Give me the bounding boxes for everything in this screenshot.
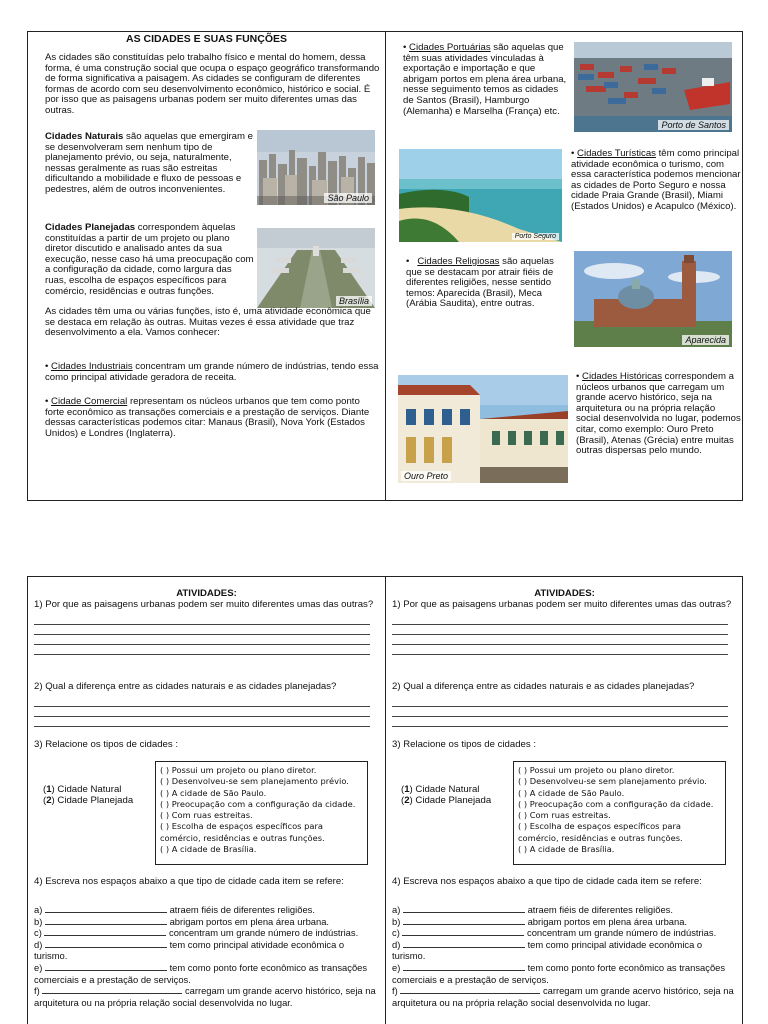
- brasilia-caption: Brasília: [336, 296, 372, 306]
- question-1: [392, 600, 737, 655]
- ouro-preto-photo: [398, 375, 568, 483]
- text-sheet: [27, 31, 743, 501]
- fill-row-c: c) concentram um grande número de indústrias.: [392, 927, 717, 939]
- fill-list: [392, 904, 737, 1008]
- activities-title: ATIVIDADES:: [176, 588, 237, 599]
- planejadas-text: correspondem àquelas constituídas a partir de um projeto ou plano diretor discutido e analisado antes da sua execução, nesse caso há uma preocupação com a configuração da cidade, como largura das ruas, escolha de espaços específicos para comércio, residências e outras funções.: [45, 222, 254, 297]
- answer-lines-2[interactable]: [34, 697, 370, 727]
- portuarias-term: Cidades Portuárias: [409, 42, 491, 53]
- fill-blank[interactable]: [402, 927, 524, 936]
- match-item[interactable]: ( ) Com ruas estreitas.: [518, 810, 611, 821]
- match-item-cont: comércio, residências e outras funções.: [160, 832, 325, 843]
- match-item[interactable]: ( ) A cidade de São Paulo.: [518, 787, 625, 798]
- naturais-term: Cidades Naturais: [45, 131, 124, 142]
- santos-caption: Porto de Santos: [658, 120, 729, 130]
- fill-row-e-cont: comerciais e a prestação de serviços.: [34, 973, 191, 985]
- answer-lines-1[interactable]: [392, 615, 728, 655]
- match-item[interactable]: ( ) A cidade de Brasília.: [160, 844, 257, 855]
- fill-blank[interactable]: [403, 904, 525, 913]
- question-4-text: 4) Escreva nos espaços abaixo a que tipo de cidade cada item se refere:: [34, 876, 344, 887]
- fill-row-a: a) atraem fiéis de diferentes religiões.: [34, 904, 315, 915]
- right-column: [386, 32, 743, 500]
- question-2: [34, 682, 379, 727]
- planejadas-paragraph: [45, 223, 255, 297]
- historicas-paragraph: • Cidades Históricas correspondem a núcleos urbanos que carregam um grande acervo histórico, seja na arquitetura ou na própria relação social desenvolvida no lugar, podemos citar, como exemplo: Ouro Preto (Brasil), Atenas (Grécia) entre muitas outras dispersas pelo mundo.: [576, 371, 741, 457]
- question-1-text: 1) Por que as paisagens urbanas podem ser muito diferentes umas das outras?: [34, 599, 374, 610]
- option-1: (1) Cidade Natural: [43, 784, 122, 795]
- activities-left: [28, 577, 385, 1024]
- religiosas-paragraph: • Cidades Religiosas são aquelas que se destacam por atrair fiéis de diferentes religiões, nesse sentido temos: Aparecida (Brasil), Meca (Arábia Saudita), entre outras.: [406, 256, 554, 310]
- question-4: [392, 877, 737, 888]
- question-3-text: 3) Relacione os tipos de cidades :: [34, 739, 178, 750]
- porto-seguro-photo: [399, 149, 562, 242]
- match-item[interactable]: ( ) Desenvolveu-se sem planejamento prévio.: [518, 776, 707, 787]
- industriais-paragraph: • Cidades Industriais concentram um grande número de indústrias, tendo essa como principal atividade geradora de receita.: [45, 361, 379, 383]
- matching-box: [155, 761, 368, 865]
- question-1: [34, 600, 379, 655]
- question-4-text: 4) Escreva nos espaços abaixo a que tipo de cidade cada item se refere:: [392, 876, 702, 887]
- option-1: (1) Cidade Natural: [401, 784, 480, 795]
- fill-blank[interactable]: [403, 916, 525, 925]
- activities-sheet: [27, 576, 743, 1024]
- fill-row-d: d) tem como principal atividade econômica o: [392, 938, 703, 950]
- match-item[interactable]: ( ) A cidade de São Paulo.: [160, 787, 267, 798]
- santos-port-photo: [574, 42, 732, 132]
- industriais-term: Cidades Industriais: [51, 361, 133, 372]
- fill-row-f: f) carregam um grande acervo histórico, seja na: [34, 985, 376, 997]
- ouro-preto-caption: Ouro Preto: [401, 471, 451, 481]
- option-2: (2) Cidade Planejada: [401, 795, 492, 806]
- fill-row-f: f) carregam um grande acervo histórico, seja na: [392, 985, 734, 997]
- industriais-text: concentram um grande número de indústrias, tendo essa como principal atividade geradora de receita.: [45, 361, 379, 383]
- beach-illustration: [399, 149, 562, 242]
- historicas-term: Cidades Históricas: [582, 371, 663, 382]
- fill-row-d-cont: turismo.: [34, 950, 68, 962]
- fill-blank[interactable]: [45, 939, 167, 948]
- match-item[interactable]: ( ) Desenvolveu-se sem planejamento prévio.: [160, 776, 349, 787]
- fill-blank[interactable]: [45, 916, 167, 925]
- match-item[interactable]: ( ) Possui um projeto ou plano diretor.: [160, 765, 317, 775]
- naturais-paragraph: [45, 132, 255, 196]
- fill-list: [34, 904, 379, 1008]
- option-2: (2) Cidade Planejada: [43, 795, 134, 806]
- comercial-term: Cidade Comercial: [51, 396, 128, 407]
- portuarias-paragraph: • Cidades Portuárias são aquelas que têm suas atividades vinculadas à exportação e importação e que abrigam portos em plena área urbana, nesse seguimento temos as cidades de Santos (Brasil), Hamburgo (Alemanha) e Marselha (França) etc.: [403, 42, 567, 117]
- fill-row-e: e) tem como ponto forte econômico as transações: [392, 961, 726, 973]
- answer-lines-1[interactable]: [34, 615, 370, 655]
- brasilia-photo: [257, 228, 375, 308]
- fill-row-a: a) atraem fiéis de diferentes religiões.: [392, 904, 673, 915]
- match-item[interactable]: ( ) Escolha de espaços específicos para: [518, 821, 681, 832]
- planejadas-term: Cidades Planejadas: [45, 222, 136, 233]
- answer-lines-2[interactable]: [392, 697, 728, 727]
- sao-paulo-photo: [257, 130, 375, 205]
- portuarias-text: são aquelas que têm suas atividades vinculadas à exportação e importação e que abrigam portos em plena área urbana, nesse seguimento temos as cidades de Santos (Brasil), Hamburgo (Alemanha) e Marselha (França) etc.: [403, 42, 567, 117]
- match-item[interactable]: ( ) Possui um projeto ou plano diretor.: [518, 765, 675, 775]
- match-item-cont: comércio, residências e outras funções.: [518, 832, 683, 843]
- question-2-text: 2) Qual a diferença entre as cidades naturais e as cidades planejadas?: [392, 681, 695, 692]
- basilica-illustration: [574, 251, 732, 347]
- question-3: [34, 740, 379, 751]
- fill-row-e-cont: comerciais e a prestação de serviços.: [392, 973, 549, 985]
- colonial-town-illustration: [398, 375, 568, 483]
- fill-row-d-cont: turismo.: [392, 950, 426, 962]
- religiosas-text: são aquelas que se destacam por atrair fiéis de diferentes religiões, nesse sentido temos: Aparecida (Brasil), Meca (Arábia Saudita), entre outras.: [406, 256, 554, 310]
- intro-paragraph: As cidades são constituídas pelo trabalho físico e mental do homem, dessa forma, é uma construção social que ocupa o espaço geográfico transformando de forma significativa a paisagem. As cidades se configuram de diferentes formas de acordo com seu desenvolvimento econômico, histórico e social. É por isso que as paisagens urbanas podem ser muito diferentes umas das outras.: [45, 52, 380, 116]
- left-column: [28, 32, 385, 500]
- fill-blank[interactable]: [42, 985, 182, 994]
- fill-row-f-cont: arquitetura ou na própria relação social desenvolvida no lugar.: [392, 996, 651, 1008]
- fill-blank[interactable]: [45, 962, 167, 971]
- turisticas-paragraph: • Cidades Turísticas têm como principal atividade econômica o turismo, com essa característica podemos mencionar as cidades de Porto Seguro e nossa cidade Praia Grande (Brasil), Miami (Estados Unidos) e Acapulco (México).: [571, 148, 741, 212]
- historicas-text: correspondem a núcleos urbanos que carregam um grande acervo histórico, seja na arquitetura ou na própria relação social desenvolvida no lugar, podemos citar, como exemplo: Ouro Preto (Brasil), Atenas (Grécia) entre muitas outras dispersas pelo mundo.: [576, 371, 741, 457]
- comercial-paragraph: • Cidade Comercial representam os núcleos urbanos que tem como ponto forte econômico as transações comerciais e a prestação de serviços. Diante dessas características podemos citar: Manaus (Brasil), Nova York (Estados Unidos) e Londres (Inglaterra).: [45, 396, 370, 439]
- funcoes-paragraph: As cidades têm uma ou várias funções, isto é, uma atividade econômica que se destaca em relação às outras. Muitas vezes é essa atividade que traz desenvolvimento a ela. Vamos conhecer:: [45, 306, 371, 339]
- question-3-text: 3) Relacione os tipos de cidades :: [392, 739, 536, 750]
- fill-row-f-cont: arquitetura ou na própria relação social desenvolvida no lugar.: [34, 996, 293, 1008]
- fill-row-d: d) tem como principal atividade econômica o: [34, 938, 345, 950]
- turisticas-text: têm como principal atividade econômica o turismo, com essa característica podemos mencionar as cidades de Porto Seguro e nossa cidade Praia Grande (Brasil), Miami (Estados Unidos) e Acapulco (México).: [571, 148, 741, 212]
- fill-blank[interactable]: [44, 927, 166, 936]
- port-illustration: [574, 42, 732, 132]
- match-item[interactable]: ( ) Escolha de espaços específicos para: [160, 821, 323, 832]
- sao-paulo-caption: São Paulo: [324, 193, 372, 203]
- comercial-text: representam os núcleos urbanos que tem como ponto forte econômico as transações comerciais e a prestação de serviços. Diante dessas características podemos citar: Manaus (Brasil), Nova York (Estados Unidos) e Londres (Inglaterra).: [45, 396, 370, 439]
- fill-blank[interactable]: [400, 985, 540, 994]
- fill-blank[interactable]: [403, 962, 525, 971]
- match-item[interactable]: ( ) Preocupação com a configuração da cidade.: [518, 798, 714, 809]
- match-item[interactable]: ( ) Preocupação com a configuração da cidade.: [160, 798, 356, 809]
- fill-row-b: b) abrigam portos em plena área urbana.: [392, 915, 688, 927]
- aparecida-caption: Aparecida: [682, 335, 729, 345]
- activities-title: ATIVIDADES:: [534, 588, 595, 599]
- naturais-text: são aquelas que emergiram e se desenvolveram sem nenhum tipo de planejamento prévio, ou seja, naturalmente, nessas geralmente as ruas são estreitas dificultando a mobilidade e fluxo de pessoas e pedestres, além de outros inconvenientes.: [45, 131, 253, 195]
- question-3: [392, 740, 737, 751]
- porto-seguro-caption: Porto Seguro: [512, 233, 559, 240]
- match-item[interactable]: ( ) A cidade de Brasília.: [518, 844, 615, 855]
- fill-row-b: b) abrigam portos em plena área urbana.: [34, 915, 330, 927]
- page-title: AS CIDADES E SUAS FUNÇÕES: [125, 33, 288, 45]
- fill-row-c: c) concentram um grande número de indústrias.: [34, 927, 359, 939]
- match-item[interactable]: ( ) Com ruas estreitas.: [160, 810, 253, 821]
- aparecida-photo: [574, 251, 732, 347]
- question-2-text: 2) Qual a diferença entre as cidades naturais e as cidades planejadas?: [34, 681, 337, 692]
- turisticas-term: Cidades Turísticas: [577, 148, 656, 159]
- question-1-text: 1) Por que as paisagens urbanas podem ser muito diferentes umas das outras?: [392, 599, 732, 610]
- question-2: [392, 682, 737, 727]
- question-4: [34, 877, 379, 888]
- fill-blank[interactable]: [45, 904, 167, 913]
- activities-right: [386, 577, 743, 1024]
- fill-blank[interactable]: [403, 939, 525, 948]
- religiosas-term: Cidades Religiosas: [417, 256, 500, 267]
- matching-box: [513, 761, 726, 865]
- fill-row-e: e) tem como ponto forte econômico as transações: [34, 961, 368, 973]
